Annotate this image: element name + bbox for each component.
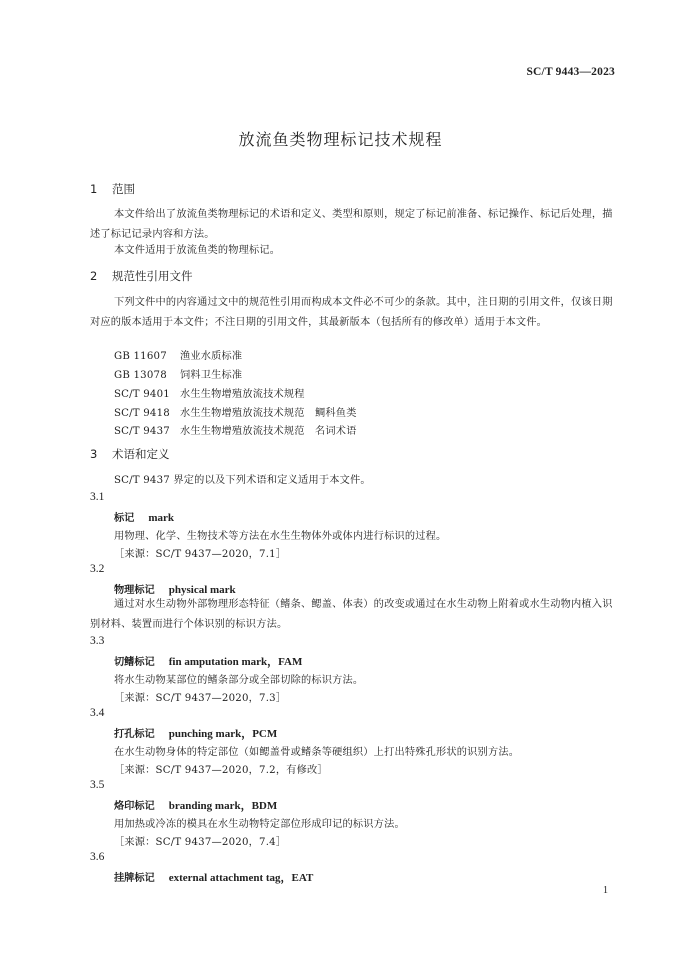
term-number: 3.4 <box>90 707 105 719</box>
reference-item <box>114 422 357 437</box>
reference-name: 水生生物增殖放流技术规范 鲷科鱼类 <box>180 408 357 419</box>
section-3-intro: SC/T 9437 界定的以及下列术语和定义适用于本文件。 <box>114 475 371 486</box>
term-number: 3.1 <box>90 491 105 503</box>
term-english: fin amputation mark，FAM <box>168 656 303 668</box>
reference-code: SC/T 9437 <box>114 426 170 437</box>
term-english: external attachment tag，EAT <box>168 872 314 884</box>
term-chinese: 烙印标记 <box>114 800 155 812</box>
term-english: mark <box>148 512 175 524</box>
reference-item <box>114 366 242 381</box>
reference-item <box>114 404 357 419</box>
reference-name: 渔业水质标准 <box>180 351 243 362</box>
reference-code: SC/T 9401 <box>114 389 170 400</box>
term-source: ［来源：SC/T 9437—2020，7.4］ <box>114 837 287 848</box>
term-number: 3.6 <box>90 851 105 863</box>
reference-code: GB 11607 <box>114 351 167 362</box>
term-chinese: 物理标记 <box>114 584 155 596</box>
page-number: 1 <box>603 885 608 896</box>
term-source: ［来源：SC/T 9437—2020，7.3］ <box>114 693 287 704</box>
section-title: 范围 <box>112 182 135 196</box>
term-source: ［来源：SC/T 9437—2020，7.1］ <box>114 549 287 560</box>
section-1-heading <box>90 181 135 197</box>
term-chinese: 挂牌标记 <box>114 872 155 884</box>
section-3-heading <box>90 446 170 462</box>
term-source: ［来源：SC/T 9437—2020，7.2，有修改］ <box>114 765 328 776</box>
reference-item <box>114 347 242 362</box>
reference-name: 水生生物增殖放流技术规范 名词术语 <box>180 426 357 437</box>
standard-code-header: SC/T 9443—2023 <box>526 66 615 78</box>
term-chinese: 打孔标记 <box>114 728 155 740</box>
term-english: punching mark，PCM <box>168 728 278 740</box>
term-definition: 用物理、化学、生物技术等方法在水生生物体外或体内进行标识的过程。 <box>114 531 447 542</box>
term-heading <box>114 581 236 596</box>
reference-code: SC/T 9418 <box>114 408 170 419</box>
reference-item <box>114 385 305 400</box>
term-heading <box>114 509 174 524</box>
reference-name: 水生生物增殖放流技术规程 <box>180 389 305 400</box>
section-2-heading <box>90 268 193 284</box>
term-heading <box>114 869 313 885</box>
section-number: 3 <box>90 447 98 461</box>
reference-name: 饲料卫生标准 <box>180 370 243 381</box>
term-heading <box>114 725 277 741</box>
term-definition: 用加热或冷冻的模具在水生动物特定部位形成印记的标识方法。 <box>114 819 405 830</box>
section-title: 术语和定义 <box>112 447 170 461</box>
reference-code: GB 13078 <box>114 370 167 381</box>
term-definition: 在水生动物身体的特定部位（如鳃盖骨或鳍条等硬组织）上打出特殊孔形状的识别方法。 <box>114 747 520 758</box>
term-chinese: 标记 <box>114 512 135 524</box>
term-english: physical mark <box>168 584 236 596</box>
document-title: 放流鱼类物理标记技术规程 <box>238 130 443 149</box>
section-title: 规范性引用文件 <box>112 269 193 283</box>
section-1-paragraph-2: 本文件适用于放流鱼类的物理标记。 <box>114 245 281 256</box>
term-chinese: 切鳍标记 <box>114 656 155 668</box>
section-number: 1 <box>90 182 98 196</box>
term-heading <box>114 653 302 669</box>
term-definition: 将水生动物某部位的鳍条部分或全部切除的标识方法。 <box>114 675 364 686</box>
term-number: 3.2 <box>90 563 105 575</box>
section-number: 2 <box>90 269 98 283</box>
term-number: 3.5 <box>90 779 105 791</box>
section-1-paragraph: 本文件给出了放流鱼类物理标记的术语和定义、类型和原则，规定了标记前准备、标记操作、标记后处理，描述了标记记录内容和方法。 <box>90 209 613 240</box>
term-definition: 通过对水生动物外部物理形态特征（鳍条、鳃盖、体表）的改变或通过在水生动物上附着或水生动物内植入识别材料、装置而进行个体识别的标识方法。 <box>90 599 613 630</box>
term-number: 3.3 <box>90 635 105 647</box>
term-heading <box>114 797 277 813</box>
section-2-paragraph: 下列文件中的内容通过文中的规范性引用而构成本文件必不可少的条款。其中，注日期的引用文件，仅该日期对应的版本适用于本文件；不注日期的引用文件，其最新版本（包括所有的修改单）适用于本文件。 <box>90 297 613 328</box>
term-english: branding mark，BDM <box>168 800 278 812</box>
